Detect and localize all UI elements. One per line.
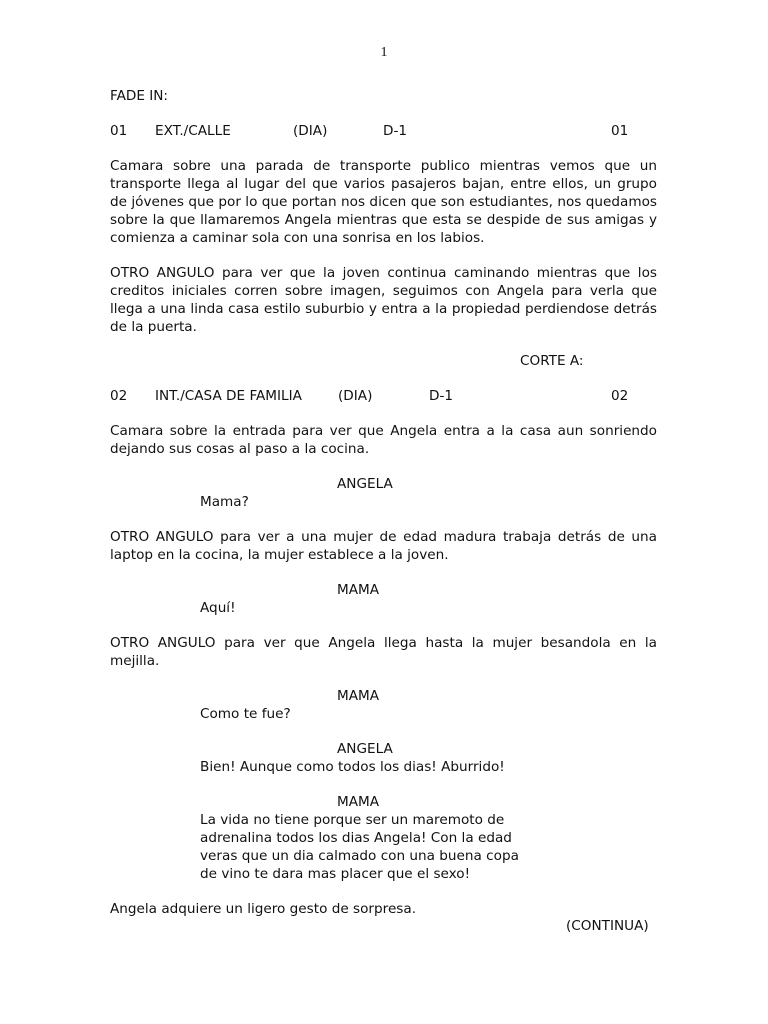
action-line: creditos iniciales corren sobre imagen, seguimos con Angela para verla que [110, 283, 657, 299]
action-paragraph-6: Angela adquiere un ligero gesto de sorpresa. [110, 901, 417, 917]
dialogue-line: adrenalina todos los dias Angela! Con la edad [200, 830, 512, 846]
action-line: dejando sus cosas al paso a la cocina. [110, 441, 370, 457]
dialogue [200, 758, 505, 776]
transition: CORTE A: [520, 353, 584, 369]
page-number: 1 [380, 45, 388, 60]
dialogue-line: Bien! Aunque como todos los dias! Aburrido! [200, 759, 505, 775]
action-line: laptop en la cocina, la mujer establece a la joven. [110, 547, 449, 563]
action-line: Camara sobre una parada de transporte publico mientras vemos que un [110, 158, 657, 174]
scene-number-right: 01 [611, 123, 629, 139]
action-line: OTRO ANGULO para ver que la joven continua caminando mientras que los [110, 265, 657, 281]
dialogue-line: veras que un dia calmado con una buena copa [200, 848, 519, 864]
scene-day: D-1 [429, 388, 454, 404]
fade-in: FADE IN: [110, 88, 169, 104]
action-line: de jóvenes que por lo que portan nos dicen que son estudiantes, nos quedamos [110, 194, 657, 210]
action-line: Camara sobre la entrada para ver que Angela entra a la casa aun sonriendo [110, 423, 657, 439]
dialogue [200, 705, 291, 723]
dialogue-line: Mama? [200, 494, 249, 510]
scene-time: (DIA) [293, 123, 328, 139]
character-name: MAMA [337, 688, 380, 704]
action-paragraph-4 [110, 528, 657, 564]
action-line: sobre la que llamaremos Angela mientras que esta se despide de sus amigas y [110, 212, 657, 228]
dialogue-line: de vino te dara mas placer que el sexo! [200, 866, 471, 882]
dialogue-line: La vida no tiene porque ser un maremoto de [200, 812, 505, 828]
scene-number-left: 01 [110, 123, 128, 139]
action-paragraph-3 [110, 422, 657, 458]
continued-marker: (CONTINUA) [566, 918, 649, 934]
dialogue-line: Aquí! [200, 600, 236, 616]
character-name: MAMA [337, 582, 380, 598]
scene-day: D-1 [383, 123, 408, 139]
action-line: comienza a caminar sola con una sonrisa en los labios. [110, 230, 485, 246]
dialogue [200, 599, 236, 617]
action-line: OTRO ANGULO para ver que Angela llega hasta la mujer besandola en la [110, 635, 657, 651]
action-line: de la puerta. [110, 319, 197, 335]
character-name: ANGELA [337, 476, 393, 492]
scene-time: (DIA) [338, 388, 373, 404]
action-line: OTRO ANGULO para ver a una mujer de edad madura trabaja detrás de una [110, 529, 657, 545]
action-paragraph-2 [110, 264, 657, 336]
action-line: transporte llega al lugar del que varios pasajeros bajan, entre ellos, un grupo [110, 176, 657, 192]
action-line: llega a una linda casa estilo suburbio y entra a la propiedad perdiendose detrás [110, 301, 657, 317]
scene-location: INT./CASA DE FAMILIA [155, 388, 302, 404]
action-paragraph-1 [110, 157, 657, 247]
scene-number-right: 02 [611, 388, 629, 404]
scene-location: EXT./CALLE [155, 123, 231, 139]
action-paragraph-5 [110, 634, 657, 670]
character-name: MAMA [337, 794, 380, 810]
action-line: mejilla. [110, 653, 160, 669]
dialogue-line: Como te fue? [200, 706, 291, 722]
character-name: ANGELA [337, 741, 393, 757]
dialogue [200, 493, 249, 511]
scene-number-left: 02 [110, 388, 128, 404]
dialogue [200, 811, 519, 883]
